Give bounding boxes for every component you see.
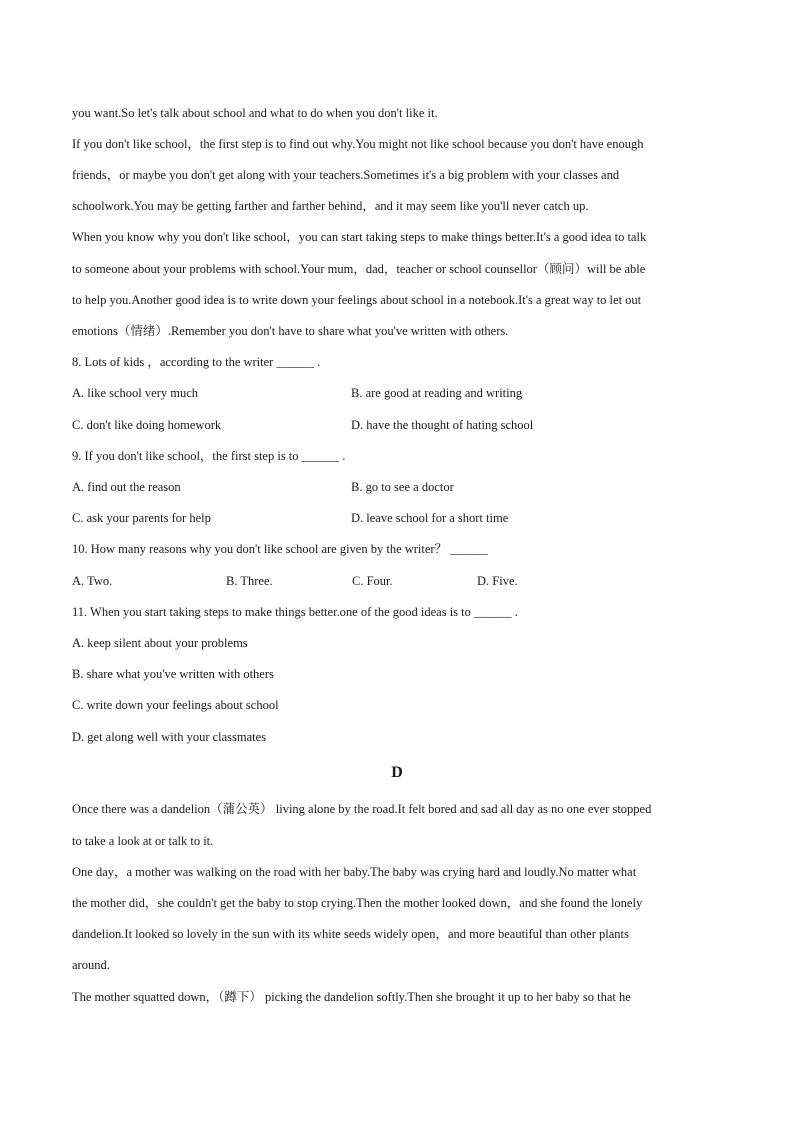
section-heading: D [391, 764, 403, 781]
passage-line: you want.So let's talk about school and what to do when you don't like it. [72, 106, 438, 120]
passage-line: emotions（情绪）.Remember you don't have to share what you've written with others. [72, 324, 509, 338]
option-a: A. Two. [72, 574, 113, 588]
passage-line: dandelion.It looked so lovely in the sun with its white seeds widely open，and more beautiful than other plants [72, 927, 629, 941]
option-c: C. Four. [352, 574, 393, 588]
option-d: D. leave school for a short time [351, 511, 509, 525]
option-a: A. find out the reason [72, 480, 181, 494]
question-stem: 10. How many reasons why you don't like school are given by the writer？ ______ [72, 542, 488, 556]
passage-line: The mother squatted down，（蹲下） picking the dandelion softly.Then she brought it up to her baby so that he [72, 990, 631, 1004]
passage-line: to help you.Another good idea is to write down your feelings about school in a notebook.It's a great way to let out [72, 293, 642, 307]
option-a: A. like school very much [72, 386, 199, 400]
passage-line: When you know why you don't like school，you can start taking steps to make things better.It's a good idea to talk [72, 230, 647, 244]
option-c: C. write down your feelings about school [72, 698, 279, 712]
option-d: D. get along well with your classmates [72, 730, 267, 744]
option-b: B. are good at reading and writing [351, 386, 523, 400]
question-stem: 9. If you don't like school，the first step is to ______ . [72, 449, 346, 463]
passage-line: friends，or maybe you don't get along with your teachers.Sometimes it's a big problem with your classes and [72, 168, 620, 182]
option-d: D. have the thought of hating school [351, 418, 534, 432]
passage-line: Once there was a dandelion（蒲公英） living alone by the road.It felt bored and sad all day as no one ever stopped [72, 802, 652, 816]
passage-line: to someone about your problems with school.Your mum，dad，teacher or school counsellor（顾问）will be able [72, 262, 646, 276]
question-stem: 8. Lots of kids ，according to the writer ______ . [72, 355, 321, 369]
passage-line: schoolwork.You may be getting farther and farther behind，and it may seem like you'll never catch up. [72, 199, 589, 213]
question-stem: 11. When you start taking steps to make things better.one of the good ideas is to ______ . [72, 605, 518, 619]
passage-line: to take a look at or talk to it. [72, 834, 214, 848]
option-b: B. Three. [226, 574, 273, 588]
option-c: C. ask your parents for help [72, 511, 211, 525]
option-c: C. don't like doing homework [72, 418, 222, 432]
option-b: B. go to see a doctor [351, 480, 454, 494]
option-a: A. keep silent about your problems [72, 636, 248, 650]
passage-line: One day，a mother was walking on the road with her baby.The baby was crying hard and loudly.No matter what [72, 865, 637, 879]
passage-line: If you don't like school，the first step is to find out why.You might not like school because you don't have enough [72, 137, 644, 151]
passage-line: the mother did，she couldn't get the baby to stop crying.Then the mother looked down，and she found the lonely [72, 896, 643, 910]
option-b: B. share what you've written with others [72, 667, 274, 681]
passage-line: around. [72, 958, 110, 972]
option-d: D. Five. [477, 574, 518, 588]
